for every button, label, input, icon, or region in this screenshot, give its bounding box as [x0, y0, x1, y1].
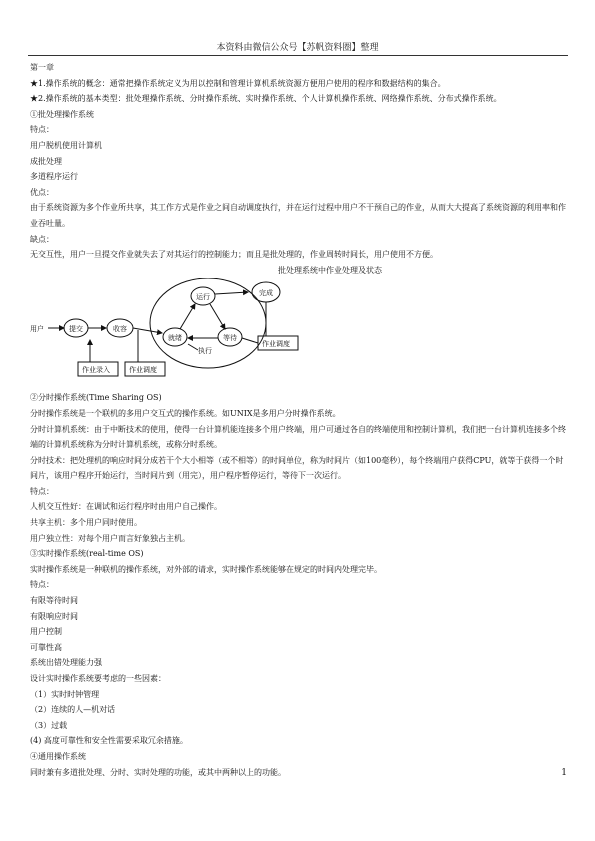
section3-line: 实时操作系统是一种联机的操作系统，对外部的请求，实时操作系统能够在规定的时间内处理完毕。 [30, 564, 382, 574]
section1-title: ①批处理操作系统 [30, 109, 94, 119]
section4-title: ④通用操作系统 [30, 751, 86, 761]
user-label: 用户 [30, 325, 44, 334]
submit-label: 提交 [69, 325, 83, 334]
section3-line: 设计实时操作系统要考虑的一些因素： [30, 674, 166, 683]
section2-line: 共享主机：多个用户同时使用。 [30, 518, 142, 528]
job-sched-label: 作业调度 [129, 366, 157, 375]
section3-line: 用户控制 [30, 627, 62, 637]
exec-label: 执行 [198, 347, 212, 356]
section3-line: 有限响应时间 [30, 611, 78, 621]
job-entry-label: 作业录入 [82, 366, 110, 375]
section3-title: ③实时操作系统(real-time OS) [30, 549, 144, 559]
run-label: 运行 [196, 293, 210, 302]
section2-paragraph: 分时技术：把处理机的响应时间分成若干个大小相等（或不相等）的时间单位，称为时间片（如100毫秒），每个终端用户获得CPU，就等于获得一个时间片，该用户程序开始运行，当时间片到（用完），用户程序暂停运行，等待下一次运行。 [30, 455, 564, 481]
section3-line: （1）实时时钟管理 [30, 689, 100, 699]
section2-line: 特点： [30, 486, 54, 496]
done-label: 完成 [259, 289, 273, 298]
section2-title: ②分时操作系统(Time Sharing OS) [30, 393, 162, 403]
advantage-label: 优点： [30, 187, 54, 197]
feature-item: 多道程序运行 [30, 172, 78, 182]
section3-line: 系统出错处理能力强 [30, 658, 102, 668]
ready-label: 就绪 [168, 334, 182, 343]
section3-line: 特点： [30, 580, 54, 590]
job-sched-label-2: 作业调度 [262, 340, 290, 349]
disadvantage-line: 无交互性，用户一旦提交作业就失去了对其运行的控制能力；而且是批处理的，作业周转时间长，用户使用不方便。 [30, 250, 438, 260]
section3-line: (4) 高度可靠性和安全性需要采取冗余措施。 [30, 736, 188, 746]
section2-line: 用户独立性：对每个用户而言好象独占主机。 [30, 533, 190, 543]
advantage-paragraph: 由于系统资源为多个作业所共享，其工作方式是作业之间自动调度执行，并在运行过程中用户不干预自己的作业，从而大大提高了系统资源的利用率和作业吞吐量。 [30, 203, 566, 228]
feature-label: 特点： [30, 125, 54, 135]
section2-paragraph: 分时计算机系统：由于中断技术的使用，使得一台计算机能连接多个用户终端，用户可通过各自的终端使用和控制计算机，我们把一台计算机连接多个终端的计算机系统称为分时计算机系统，或称分时系统。 [30, 424, 566, 450]
section3-line: 可靠性高 [30, 642, 62, 652]
os-concept-line: ★1.操作系统的概念：通常把操作系统定义为用以控制和管理计算机系统资源方便用户使用的程序和数据结构的集合。 [30, 78, 446, 88]
diagram-title: 批处理系统中作业处理及状态 [278, 265, 382, 275]
feature-item: 成批处理 [30, 156, 62, 166]
page-header: 本资料由微信公众号【苏帆资料圈】整理 [216, 43, 379, 53]
section3-line: （3）过载 [30, 720, 68, 730]
batch-job-state-diagram [30, 278, 330, 390]
header-rule [28, 55, 568, 56]
feature-item: 用户脱机使用计算机 [30, 140, 102, 150]
section2-line: 分时操作系统是一个联机的多用户交互式的操作系统。如UNIX是多用户分时操作系统。 [30, 408, 341, 418]
hold-label: 收容 [113, 325, 127, 334]
disadvantage-label: 缺点： [30, 234, 54, 244]
document-body [30, 60, 570, 780]
section3-line: （2）连续的人—机对话 [30, 705, 116, 715]
section4-line: 同时兼有多道批处理、分时、实时处理的功能，或其中两种以上的功能。 [30, 767, 286, 777]
section3-line: 有限等待时间 [30, 596, 78, 606]
section2-line: 人机交互性好：在调试和运行程序时由用户自己操作。 [30, 502, 222, 512]
chapter-title: 第一章 [30, 63, 54, 72]
wait-label: 等待 [223, 334, 237, 343]
page-number: 1 [561, 768, 567, 778]
os-types-line: ★2.操作系统的基本类型：批处理操作系统、分时操作系统、实时操作系统、个人计算机操作系统、网络操作系统、分布式操作系统。 [30, 94, 502, 104]
